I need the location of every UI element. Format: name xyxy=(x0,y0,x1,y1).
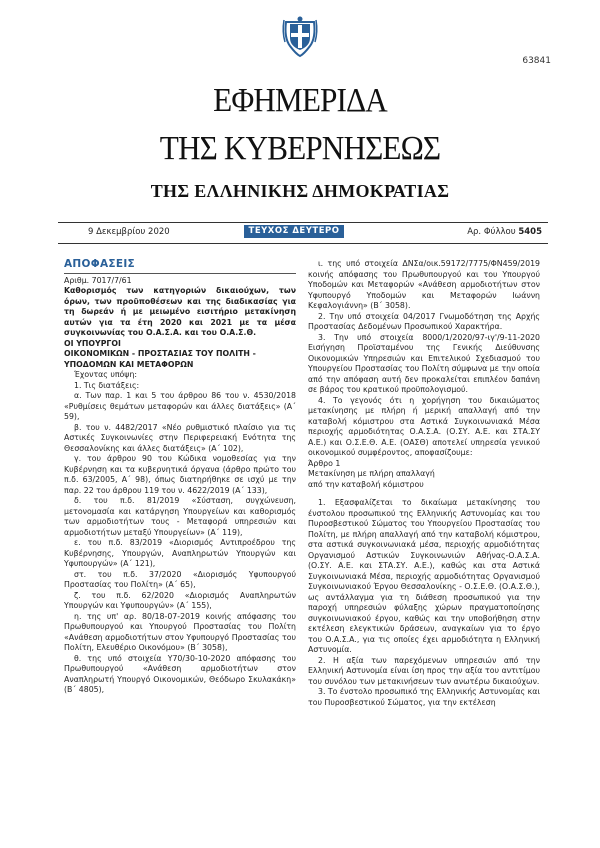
article-gap xyxy=(308,490,540,498)
provision-a: α. Των παρ. 1 και 5 του άρθρου 86 του ν. 4530/2018 «Ρυθμίσεις θεμάτων μεταφορών και άλλες διατάξεις» (Α΄ 59), xyxy=(64,391,296,421)
masthead-line-2: ΤΗΣ ΚΥΒΕΡΝΗΣΕΩΣ xyxy=(159,130,441,167)
issue-series-badge: ΤΕΥΧΟΣ ΔΕΥΤΕΡΟ xyxy=(244,225,344,238)
decision-number: Αριθμ. 7017/7/61 xyxy=(64,275,132,285)
masthead-subtitle: ΤΗΣ ΕΛΛΗΝΙΚΗΣ ΔΗΜΟΚΡΑΤΙΑΣ xyxy=(150,181,450,201)
ministers-heading: ΟΙ ΥΠΟΥΡΓΟΙ ΟΙΚΟΝΟΜΙΚΩΝ - ΠΡΟΣΤΑΣΙΑΣ ΤΟΥ ΠΟΛΙΤΗ - ΥΠΟΔΟΜΩΝ ΚΑΙ ΜΕΤΑΦΟΡΩΝ xyxy=(64,338,256,369)
sheet-number-value: 5405 xyxy=(518,227,542,237)
article-paragraph-2: 2. Η αξία των παρεχόμενων υπηρεσιών από την Ελληνική Αστυνομία είναι ίση προς την αξία του αντιτίμου του συνόλου των μετακινήσεων των ανωτέρω δικαιούχων. xyxy=(308,655,540,686)
article-title: Μετακίνηση με πλήρη απαλλαγή από την καταβολή κόμιστρου xyxy=(308,469,435,489)
header-divider-top xyxy=(58,222,548,223)
section-divider xyxy=(64,273,296,274)
paragraph-4: 4. Το γεγονός ότι η χορήγηση του δικαιώματος μετακίνησης με πλήρη ή μερική απαλλαγή από την καταβολή κόμιστρου στα Αστικά Συγκοινωνιακά Μέσα περιοχής αρμοδιότητας Ο.Α.Σ.Α. (Ο.ΣΥ. Α.Ε. και ΣΤΑ.ΣΥ Α.Ε.) και Ο.Σ.Ε.Θ. Α.Ε. (ΟΑΣΘ) αποτελεί υπηρεσία γενικού οικονομικού συμφέροντος, αποφασίζουμε: xyxy=(308,395,540,457)
paragraph-3: 3. Την υπό στοιχεία 8000/1/2020/97-ιγ'/9-11-2020 Εισήγηση Προϊσταμένου της Γενικής Διεύθυνσης Οικονομικών Υπηρεσιών και Επιτελικού Σχεδιασμού του Υπουργείου Προστασίας του Πολίτη σύμφωνα με την οποία από την απόφαση αυτή δεν προκαλείται επιπλέον δαπάνη σε βάρος του κρατικού προϋπολογισμού. xyxy=(308,332,540,394)
provision-b: β. του ν. 4482/2017 «Νέο ρυθμιστικό πλαίσιο για τις Αστικές Συγκοινωνίες στην Περιφερειακή Ενότητα της Θεσσαλονίκης και άλλες διατάξεις» (Α΄ 102), xyxy=(64,422,296,453)
provision-h: η. της υπ' αρ. 80/18-07-2019 κοινής απόφασης του Πρωθυπουργού και Υπουργού Προστασίας του Πολίτη «Ανάθεση αρμοδιοτήτων στον Υφυπουργό Προστασίας του Πολίτη, Ελευθέριο Οικονόμου» (Β΄ 3058), xyxy=(64,611,296,652)
page-number: 63841 xyxy=(522,56,551,66)
paragraph-2: 2. Την υπό στοιχεία 04/2017 Γνωμοδότηση της Αρχής Προστασίας Δεδομένων Προσωπικού Χαρακτήρα. xyxy=(308,311,540,331)
sheet-label: Αρ. Φύλλου xyxy=(467,227,516,237)
masthead-line-1: ΕΦΗΜΕΡΙΔΑ xyxy=(213,82,387,119)
article-heading: Άρθρο 1 xyxy=(308,458,341,468)
article-paragraph-1: 1. Εξασφαλίζεται το δικαίωμα μετακίνησης του ένστολου προσωπικού της Ελληνικής Αστυνομίας και του Πυροσβεστικού Σώματος του Υπουργείου Προστασίας του Πολίτη, με πλήρη απαλλαγή από την καταβολή κόμιστρου, στα αστικά συγκοινωνιακά μέσα, περιοχής αρμοδιότητας Οργανισμού Αστικών Συγκοινωνιών Αθήνας-Ο.Α.Σ.Α. (Ο.ΣΥ. Α.Ε. και ΣΤΑ.ΣΥ. Α.Ε.), καθώς και στα Αστικά Συγκοινωνιακά Μέσα, περιοχής αρμοδιότητας Οργανισμού Συγκοινωνιακού Έργου Θεσσαλονίκης - Ο.Σ.Ε.Θ. (Ο.Α.Σ.Θ.), ως αντάλλαγμα για τη διάθεση προσωπικού για την παροχή υπηρεσιών φύλαξης χώρων πραγματοποίησης συγκοινωνιακού έργου, καθώς και την υποβοήθηση στην εκτέλεση ελεγκτικών δράσεων, αναγκαίων για το έργο του Ο.Α.Σ.Α., για τις οποίες έχει αρμοδιότητα η Ελληνική Αστυνομία. xyxy=(308,498,540,654)
considering-line: Έχοντας υπόψη: xyxy=(74,370,138,379)
provision-e: ε. του π.δ. 83/2019 «Διορισμός Αντιπροέδρου της Κυβέρνησης, Υπουργών, Αναπληρωτών Υπουργών και Υφυπουργών» (Α΄ 121), xyxy=(64,538,296,568)
provision-i: ι. της υπό στοιχεία ΔΝΣα/οικ.59172/7775/ΦΝ459/2019 κοινής απόφασης του Πρωθυπουργού και του Υπουργού Υποδομών και Μεταφορών «Ανάθεση αρμοδιοτήτων στον Υφυπουργό Υποδομών και Μεταφορών Ιωάννη Κεφαλογιάννη» (Β΄ 3058). xyxy=(308,259,540,310)
provision-th: θ. της υπό στοιχεία Υ70/30-10-2020 απόφασης του Πρωθυπουργού «Ανάθεση αρμοδιοτήτων στον Αναπληρωτή Υπουργό Οικονομικών, Θεόδωρο Σκυλακάκη» (Β΄ 4805), xyxy=(64,653,296,694)
decision-title: Καθορισμός των κατηγοριών δικαιούχων, των όρων, των προϋποθέσεων και της διαδικασίας για τη δωρεάν ή με μειωμένο εισιτήριο μετακίνηση αυτών για τα έτη 2020 και 2021 με τα μέσα συγκοινωνίας του Ο.Α.Σ.Α. και του Ο.Α.Σ.Θ. xyxy=(64,286,296,337)
sheet-number xyxy=(467,227,542,237)
provision-st: στ. του π.δ. 37/2020 «Διορισμός Υφυπουργού Προστασίας του Πολίτη» (Α΄ 65), xyxy=(64,569,296,589)
section-title: ΑΠΟΦΑΣΕΙΣ xyxy=(64,258,136,270)
provision-z: ζ. του π.δ. 62/2020 «Διορισμός Αναπληρωτών Υπουργών και Υφυπουργών» (Α΄ 155), xyxy=(64,590,296,610)
coat-of-arms-icon xyxy=(280,12,320,58)
right-column xyxy=(308,259,540,708)
provision-g: γ. του άρθρου 90 του Κώδικα νομοθεσίας για την Κυβέρνηση και τα κυβερνητικά όργανα (άρθρο πρώτο του π.δ. 63/2005, Α΄ 98), όπως διατηρήθηκε σε ισχύ με την παρ. 22 του άρθρου 119 του ν. 4622/2019 (Α΄ 133), xyxy=(64,454,296,495)
left-column xyxy=(64,259,296,696)
provisions-line: 1. Τις διατάξεις: xyxy=(74,380,140,390)
issue-date: 9 Δεκεμβρίου 2020 xyxy=(88,227,170,237)
provision-d: δ. του π.δ. 81/2019 «Σύσταση, συγχώνευση, μετονομασία και κατάργηση Υπουργείων και καθορισμός των αρμοδιοτήτων τους - Μεταφορά υπηρεσιών και αρμοδιοτήτων μεταξύ Υπουργείων» (Α΄ 119), xyxy=(64,496,296,537)
header-divider-bottom xyxy=(58,243,548,244)
article-paragraph-3: 3. Το ένστολο προσωπικό της Ελληνικής Αστυνομίας και του Πυροσβεστικού Σώματος, για την εκτέλεση xyxy=(308,687,540,707)
issue-info-row xyxy=(58,226,548,238)
